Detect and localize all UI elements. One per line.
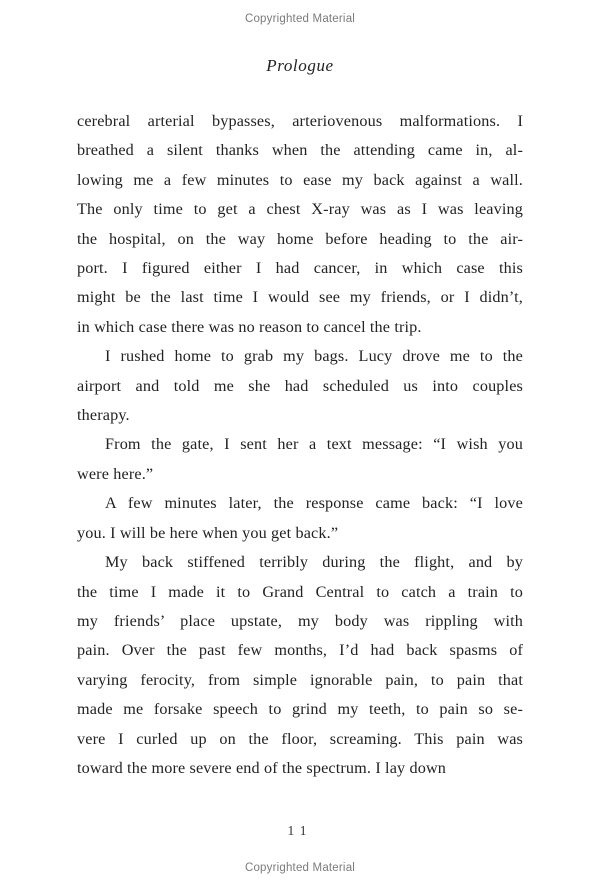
text-line: lowing me a few minutes to ease my back against a wall.	[77, 170, 523, 189]
text-line: therapy.	[77, 406, 130, 425]
copyright-notice-bottom: Copyrighted Material	[244, 862, 356, 874]
text-line: My back stiffened terribly during the flight, and by	[105, 553, 523, 572]
text-line: port. I figured either I had cancer, in which case this	[77, 259, 523, 278]
text-line: the time I made it to Grand Central to catch a train to	[77, 582, 523, 601]
text-line: I rushed home to grab my bags. Lucy drove me to the	[105, 347, 523, 366]
body-text	[77, 107, 523, 783]
text-line: From the gate, I sent her a text message: “I wish you	[105, 435, 523, 454]
text-line: The only time to get a chest X-ray was as I was leaving	[77, 200, 523, 219]
text-line: vere I curled up on the floor, screaming. This pain was	[77, 729, 523, 748]
text-line: pain. Over the past few months, I’d had back spasms of	[77, 641, 523, 660]
text-line: airport and told me she had scheduled us into couples	[77, 376, 523, 395]
copyright-notice-top: Copyrighted Material	[244, 13, 356, 25]
text-line: the hospital, on the way home before heading to the air-	[77, 229, 523, 248]
chapter-title: Prologue	[266, 56, 334, 75]
text-line: made me forsake speech to grind my teeth, to pain so se-	[77, 700, 523, 719]
text-line: might be the last time I would see my friends, or I didn’t,	[77, 288, 523, 307]
text-line: A few minutes later, the response came back: “I love	[105, 494, 523, 513]
text-line: you. I will be here when you get back.”	[77, 523, 339, 542]
text-line: were here.”	[77, 464, 154, 483]
text-line: breathed a silent thanks when the attending came in, al-	[77, 141, 523, 160]
text-line: toward the more severe end of the spectrum. I lay down	[77, 758, 447, 777]
text-line: cerebral arterial bypasses, arteriovenous malformations. I	[77, 112, 523, 130]
page-number: 11	[287, 823, 313, 838]
text-line: varying ferocity, from simple ignorable pain, to pain that	[77, 670, 523, 689]
text-line: my friends’ place upstate, my body was rippling with	[77, 611, 523, 630]
text-line: in which case there was no reason to cancel the trip.	[77, 317, 422, 336]
